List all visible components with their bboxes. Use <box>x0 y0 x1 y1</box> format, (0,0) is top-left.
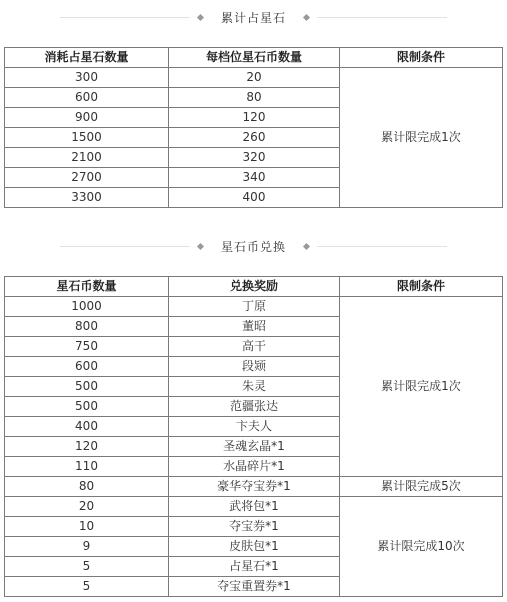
section-title-2 <box>0 236 507 256</box>
cell-cost: 3300 <box>5 188 169 208</box>
diamond-icon <box>303 242 310 249</box>
cell-reward: 朱灵 <box>169 377 340 397</box>
table-header-row <box>5 48 503 68</box>
cell-coin-amount: 800 <box>5 317 169 337</box>
table-row <box>5 297 503 317</box>
cell-coins: 20 <box>169 68 340 88</box>
cell-coin-amount: 110 <box>5 457 169 477</box>
cell-coin-amount: 80 <box>5 477 169 497</box>
cell-coin-amount: 5 <box>5 557 169 577</box>
cell-reward: 占星石*1 <box>169 557 340 577</box>
cell-coin-amount: 5 <box>5 577 169 597</box>
cell-coins: 320 <box>169 148 340 168</box>
header-coin-amount: 星石币数量 <box>5 277 169 297</box>
diamond-icon <box>197 242 204 249</box>
cell-coin-amount: 600 <box>5 357 169 377</box>
cell-reward: 武将包*1 <box>169 497 340 517</box>
cell-cost: 600 <box>5 88 169 108</box>
cell-coins: 120 <box>169 108 340 128</box>
cell-reward: 范疆张达 <box>169 397 340 417</box>
cell-coins: 260 <box>169 128 340 148</box>
table-header-row <box>5 277 503 297</box>
cell-reward: 高干 <box>169 337 340 357</box>
cell-reward: 丁原 <box>169 297 340 317</box>
section-title-1 <box>0 7 507 27</box>
section-1-heading: 累计占星石 <box>220 10 286 25</box>
cell-reward: 水晶碎片*1 <box>169 457 340 477</box>
diamond-icon <box>303 13 310 20</box>
cell-coins: 80 <box>169 88 340 108</box>
cell-reward: 段颎 <box>169 357 340 377</box>
accumulate-table <box>4 47 503 208</box>
cell-cost: 2100 <box>5 148 169 168</box>
title-divider-right <box>317 17 447 18</box>
cell-coin-amount: 500 <box>5 397 169 417</box>
cell-limit: 累计限完成1次 <box>340 68 503 208</box>
cell-coin-amount: 20 <box>5 497 169 517</box>
cell-reward: 夺宝重置券*1 <box>169 577 340 597</box>
exchange-table <box>4 276 503 597</box>
section-2-heading: 星石币兑换 <box>220 239 286 254</box>
title-divider-left <box>60 246 190 247</box>
cell-reward: 皮肤包*1 <box>169 537 340 557</box>
cell-coin-amount: 1000 <box>5 297 169 317</box>
cell-cost: 2700 <box>5 168 169 188</box>
diamond-icon <box>197 13 204 20</box>
cell-reward: 夺宝券*1 <box>169 517 340 537</box>
table-row <box>5 497 503 517</box>
cell-reward: 董昭 <box>169 317 340 337</box>
title-divider-right <box>317 246 447 247</box>
title-divider-left <box>60 17 190 18</box>
cell-reward: 卞夫人 <box>169 417 340 437</box>
cell-cost: 1500 <box>5 128 169 148</box>
cell-cost: 300 <box>5 68 169 88</box>
cell-coins: 400 <box>169 188 340 208</box>
cell-limit: 累计限完成5次 <box>340 477 503 497</box>
cell-coins: 340 <box>169 168 340 188</box>
cell-coin-amount: 120 <box>5 437 169 457</box>
cell-coin-amount: 500 <box>5 377 169 397</box>
cell-limit: 累计限完成1次 <box>340 297 503 477</box>
header-limit: 限制条件 <box>340 48 503 68</box>
cell-cost: 900 <box>5 108 169 128</box>
cell-limit: 累计限完成10次 <box>340 497 503 597</box>
table-row <box>5 477 503 497</box>
cell-coin-amount: 10 <box>5 517 169 537</box>
cell-coin-amount: 9 <box>5 537 169 557</box>
cell-coin-amount: 400 <box>5 417 169 437</box>
header-limit: 限制条件 <box>340 277 503 297</box>
cell-coin-amount: 750 <box>5 337 169 357</box>
cell-reward: 豪华夺宝券*1 <box>169 477 340 497</box>
table-row <box>5 68 503 88</box>
header-coins: 每档位星石币数量 <box>169 48 340 68</box>
header-cost: 消耗占星石数量 <box>5 48 169 68</box>
cell-reward: 圣魂玄晶*1 <box>169 437 340 457</box>
header-reward: 兑换奖励 <box>169 277 340 297</box>
